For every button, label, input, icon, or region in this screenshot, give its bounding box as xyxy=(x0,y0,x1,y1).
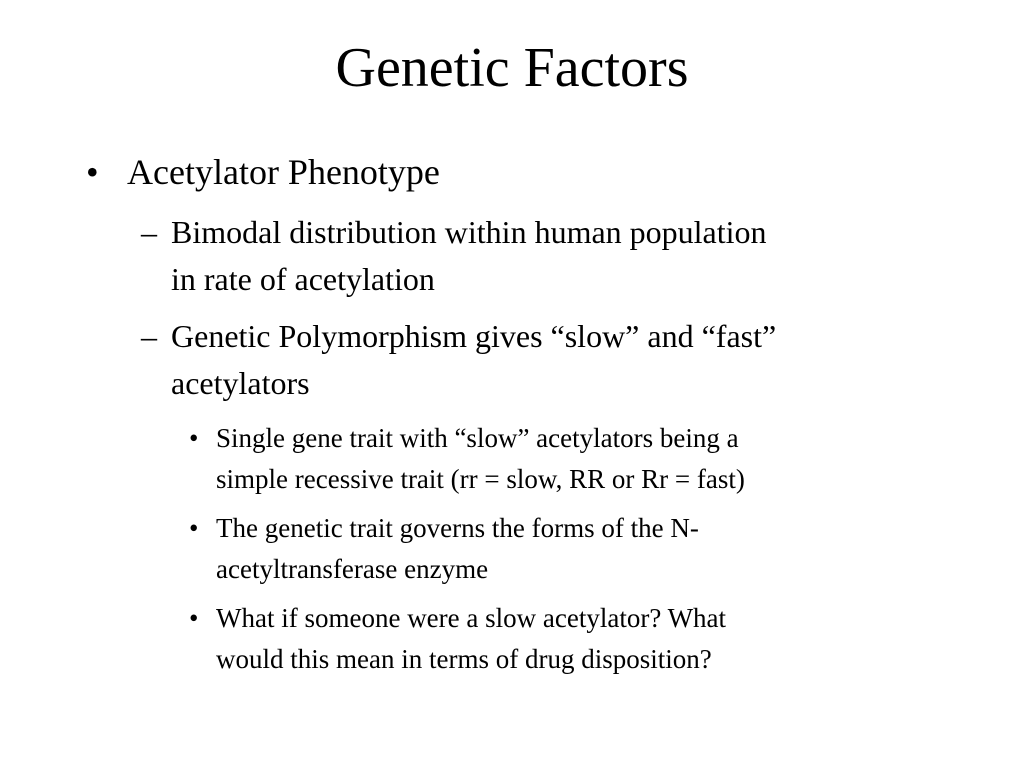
sub-bullet-polymorphism-line-2: acetylators xyxy=(171,365,310,401)
slide-title: Genetic Factors xyxy=(335,37,689,99)
sub-bullet-bimodal-line-1: Bimodal distribution within human population xyxy=(171,214,767,250)
sub-sub-bullet-question-line-2: would this mean in terms of drug disposition? xyxy=(216,644,712,674)
sub-sub-bullet-marker: • xyxy=(189,513,199,543)
sub-bullet-bimodal-line-2: in rate of acetylation xyxy=(171,261,435,297)
sub-sub-bullet-genetic-trait-line-2: acetyltransferase enzyme xyxy=(216,554,489,584)
sub-sub-bullet-marker: • xyxy=(189,603,199,633)
sub-sub-bullet-marker: • xyxy=(189,423,199,453)
sub-bullet-marker: – xyxy=(141,318,157,354)
bullet-marker: • xyxy=(86,152,99,192)
bullet-text-acetylator-phenotype: Acetylator Phenotype xyxy=(127,152,440,192)
sub-sub-bullet-question-line-1: What if someone were a slow acetylator? What xyxy=(216,603,727,633)
sub-sub-bullet-single-gene-line-1: Single gene trait with “slow” acetylators being a xyxy=(216,423,739,453)
sub-sub-bullet-genetic-trait-line-1: The genetic trait governs the forms of the N- xyxy=(216,513,699,543)
sub-sub-bullet-single-gene-line-2: simple recessive trait (rr = slow, RR or Rr = fast) xyxy=(216,464,745,494)
sub-bullet-marker: – xyxy=(141,214,157,250)
sub-bullet-polymorphism-line-1: Genetic Polymorphism gives “slow” and “fast” xyxy=(171,318,777,354)
